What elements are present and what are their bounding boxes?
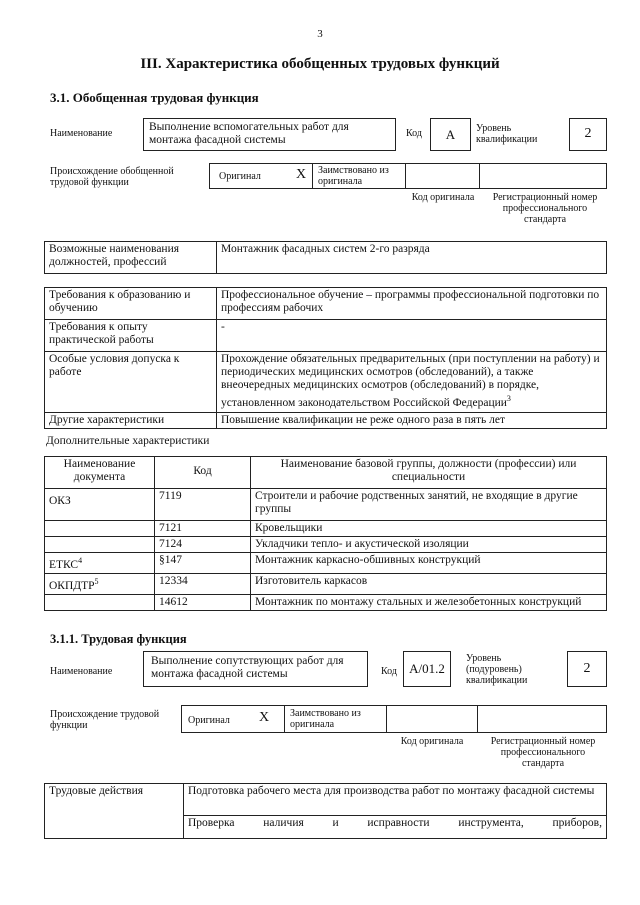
doc-cell [45, 489, 155, 521]
actions-table [44, 783, 607, 839]
req-value: Прохождение обязательных предварительных (при поступлении на работу) и периодических медицинских осмотров (обследований), а также внеочередных медицинских осмотров (обследований) в порядке, установленном законодательством Российской Федерации [221, 353, 600, 409]
gtf-original-label: Оригинал [219, 171, 261, 182]
code-cell: 12334 [155, 573, 251, 594]
req-value-cell [217, 352, 607, 413]
doc-cell [45, 537, 155, 553]
name-cell: Кровельщики [251, 521, 607, 537]
req-label: Требования к образованию и обучению [45, 288, 217, 320]
table-row [45, 784, 607, 816]
tf-level-label: Уровень (подуровень) квалификации [466, 653, 528, 686]
table-row [45, 320, 607, 352]
gtf-origin-box [209, 163, 607, 189]
gtf-level-label: Уровень квалификации [476, 123, 538, 145]
requirements-table [44, 287, 607, 429]
code-cell: 7119 [155, 489, 251, 521]
additional-table [44, 456, 607, 611]
gtf-level-value: 2 [569, 118, 607, 151]
section-title: III. Характеристика обобщенных трудовых функций [140, 56, 500, 72]
footnote-ref: 5 [94, 576, 99, 586]
tf-borrowed-label: Заимствовано из оригинала [290, 708, 361, 730]
col-header: Наименование документа [45, 457, 155, 489]
tf-heading: 3.1.1. Трудовая функция [50, 632, 187, 646]
positions-label: Возможные наименования должностей, профессий [45, 242, 217, 274]
positions-value: Монтажник фасадных систем 2-го разряда [217, 242, 607, 274]
req-value: - [217, 320, 607, 352]
doc-name: ОКЗ [49, 494, 71, 507]
req-value: Повышение квалификации не реже одного раза в пять лет [217, 413, 607, 429]
table-row [45, 521, 607, 537]
name-cell: Строители и рабочие родственных занятий, не входящие в другие группы [251, 489, 607, 521]
tf-level-value: 2 [567, 651, 607, 687]
footnote-ref: 4 [78, 556, 83, 565]
divider [284, 705, 285, 733]
gtf-name-label: Наименование [50, 128, 113, 139]
table-row [45, 352, 607, 413]
name-cell: Монтажник каркасно-обшивных конструкций [251, 553, 607, 574]
table-header [45, 457, 607, 489]
doc-name: ОКПДТР [49, 579, 95, 592]
table-row [45, 288, 607, 320]
req-label: Другие характеристики [45, 413, 217, 429]
positions-table [44, 241, 607, 274]
table-row [45, 553, 607, 574]
name-cell: Укладчики тепло- и акустической изоляции [251, 537, 607, 553]
gtf-borrowed-label: Заимствовано из оригинала [318, 165, 389, 187]
gtf-origin-label: Происхождение обобщенной трудовой функции [50, 166, 174, 188]
actions-label: Трудовые действия [45, 784, 184, 839]
gtf-original-mark: X [296, 167, 307, 182]
tf-code-label: Код [381, 666, 397, 677]
tf-code-value: А/01.2 [403, 651, 451, 687]
col-header: Код [155, 457, 251, 489]
table-row [45, 573, 607, 594]
doc-name: ЕТКС [49, 558, 79, 571]
name-cell: Изготовитель каркасов [251, 573, 607, 594]
footnote-ref: 3 [506, 394, 511, 403]
gtf-heading: 3.1. Обобщенная трудовая функция [50, 90, 259, 105]
divider [405, 163, 406, 189]
req-label: Особые условия допуска к работе [45, 352, 217, 413]
additional-title: Дополнительные характеристики [46, 435, 210, 447]
col-header: Наименование базовой группы, должности (профессии) или специальности [251, 457, 607, 489]
tf-reg-label: Регистрационный номер профессионального стандарта [490, 736, 596, 769]
gtf-name-value: Выполнение вспомогательных работ для монтажа фасадной системы [143, 118, 396, 151]
divider [477, 705, 478, 733]
page-number: 3 [317, 28, 323, 40]
divider [386, 705, 387, 733]
req-value: Профессиональное обучение – программы профессиональной подготовки по профессиям рабочих [217, 288, 607, 320]
divider [479, 163, 480, 189]
doc-cell [45, 553, 155, 574]
gtf-code-orig-label: Код оригинала [411, 192, 475, 203]
doc-cell [45, 521, 155, 537]
tf-code-orig-label: Код оригинала [400, 736, 464, 747]
tf-origin-label: Происхождение трудовой функции [50, 709, 160, 731]
tf-original-label: Оригинал [188, 715, 230, 726]
gtf-code-value: А [430, 118, 471, 151]
divider [312, 163, 313, 189]
doc-cell [45, 594, 155, 610]
tf-name-label: Наименование [50, 666, 113, 677]
table-row [45, 489, 607, 521]
action-item: Проверка наличия и исправности инструмента, приборов, [184, 816, 607, 839]
code-cell: §147 [155, 553, 251, 574]
code-cell: 7124 [155, 537, 251, 553]
code-cell: 14612 [155, 594, 251, 610]
req-label: Требования к опыту практической работы [45, 320, 217, 352]
tf-original-mark: X [259, 710, 270, 725]
doc-cell [45, 573, 155, 594]
name-cell: Монтажник по монтажу стальных и железобетонных конструкций [251, 594, 607, 610]
code-cell: 7121 [155, 521, 251, 537]
gtf-code-label: Код [406, 128, 422, 139]
table-row [45, 537, 607, 553]
table-row [45, 594, 607, 610]
table-row [45, 413, 607, 429]
tf-name-value: Выполнение сопутствующих работ для монтажа фасадной системы [143, 651, 368, 687]
tf-origin-box [181, 705, 607, 733]
gtf-reg-label: Регистрационный номер профессионального стандарта [492, 192, 598, 225]
action-item: Подготовка рабочего места для производства работ по монтажу фасадной системы [184, 784, 607, 816]
